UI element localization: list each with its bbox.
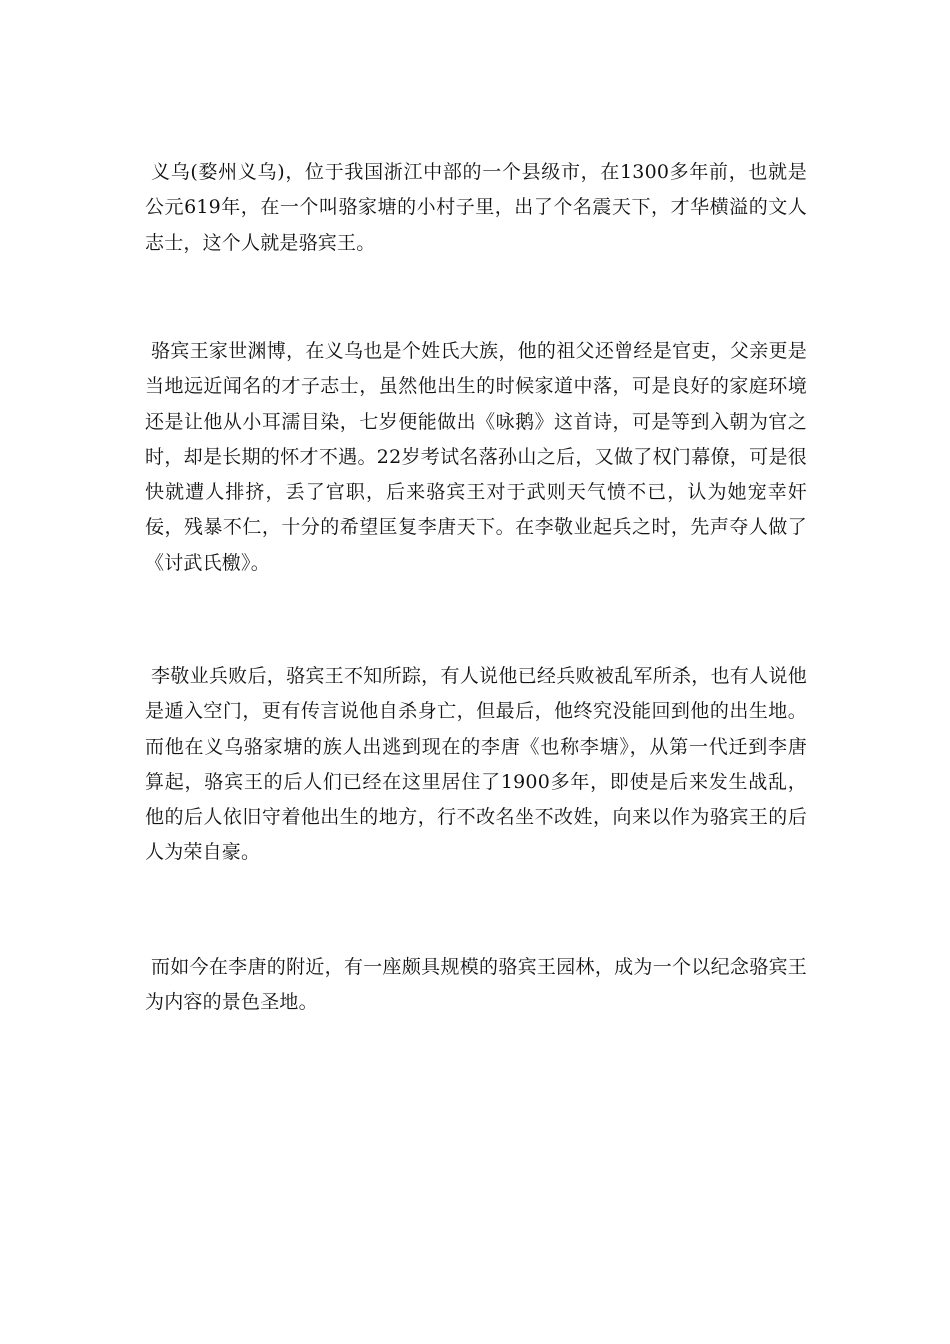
paragraph-disappearance: 李敬业兵败后，骆宾王不知所踪，有人说他已经兵败被乱军所杀，也有人说他是遁入空门，更有传言说他自杀身亡，但最后，他终究没能回到他的出生地。而他在义乌骆家塘的族人出逃到现在的李唐《也称李塘》，从第一代迁到李唐算起，骆宾王的后人们已经在这里居住了1900多年，即使是后来发生战乱，他的后人依旧守着他出生的地方，行不改名坐不改姓，向来以作为骆宾王的后人为荣自豪。 bbox=[145, 665, 807, 864]
paragraph-yiwu-intro: 义乌(婺州义乌)，位于我国浙江中部的一个县级市，在1300多年前，也就是公元619年，在一个叫骆家塘的小村子里，出了个名震天下，才华横溢的文人志士，这个人就是骆宾王。 bbox=[145, 161, 807, 254]
paragraph-family-background: 骆宾王家世渊博，在义乌也是个姓氏大族，他的祖父还曾经是官吏，父亲更是当地远近闻名的才子志士，虽然他出生的时候家道中落，可是良好的家庭环境还是让他从小耳濡目染，七岁便能做出《咏鹅》这首诗，可是等到入朝为官之时，却是长期的怀才不遇。22岁考试名落孙山之后，又做了权门幕僚，可是很快就遭人排挤，丢了官职，后来骆宾王对于武则天气愤不已，认为她宠幸奸佞，残暴不仁，十分的希望匡复李唐天下。在李敬业起兵之时，先声夺人做了《讨武氏檄》。 bbox=[145, 340, 807, 574]
paragraph-memorial-garden: 而如今在李唐的附近，有一座颇具规模的骆宾王园林，成为一个以纪念骆宾王为内容的景色圣地。 bbox=[145, 956, 807, 1014]
